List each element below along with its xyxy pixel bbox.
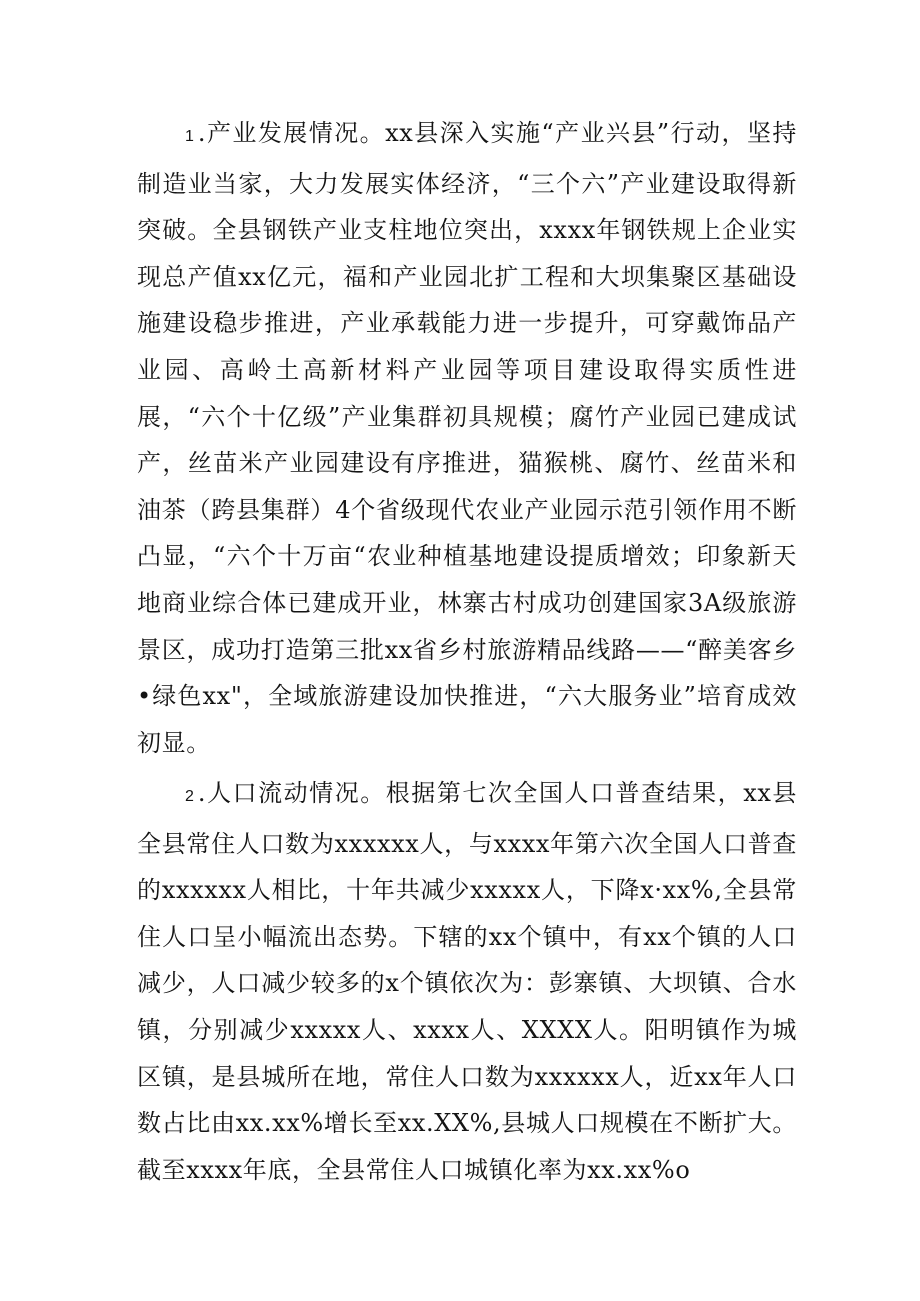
paragraph-number: 2 <box>185 788 194 805</box>
paragraph-number: 1 <box>185 128 194 145</box>
paragraph-text: .人口流动情况。根据第七次全国人口普查结果，xx县全县常住人口数为xxxxxx人，与xxxx年第六次全国人口普查的xxxxxx人相比，十年共减少xxxxx人，下降x·xx%,全县常住人口呈小幅流出态势。下辖的xx个镇中，有xx个镇的人口减少，人口减少较多的x个镇依次为：彭寨镇、大坝镇、合水镇，分别减少xxxxx人、xxxx人、XXXX人。阳明镇作为城区镇，是县城所在地，常住人口数为xxxxxx人，近xx年人口数占比由xx.xx%增长至xx.XX%,县城人口规模在不断扩大。截至xxxx年底，全县常住人口城镇化率为xx.xx%o <box>137 779 797 1184</box>
paragraph-industry-development <box>137 110 797 766</box>
paragraph-text: .产业发展情况。xx县深入实施“产业兴县”行动，坚持制造业当家，大力发展实体经济，“三个六”产业建设取得新突破。全县钢铁产业支柱地位突出，xxxx年钢铁规上企业实现总产值xx亿元，福和产业园北扩工程和大坝集聚区基础设施建设稳步推进，产业承载能力进一步提升，可穿戴饰品产业园、高岭土高新材料产业园等项目建设取得实质性进展，“六个十亿级”产业集群初具规模；腐竹产业园已建成试产，丝苗米产业园建设有序推进，猫猴桃、腐竹、丝苗米和油茶（跨县集群）4个省级现代农业产业园示范引领作用不断凸显，“六个十万亩“农业种植基地建设提质增效；印象新天地商业综合体已建成开业，林寨古村成功创建国家3A级旅游景区，成功打造第三批xx省乡村旅游精品线路——“醉美客乡•绿色xx"，全域旅游建设加快推进，“六大服务业”培育成效初显。 <box>137 119 797 757</box>
paragraph-population-flow <box>137 770 797 1193</box>
